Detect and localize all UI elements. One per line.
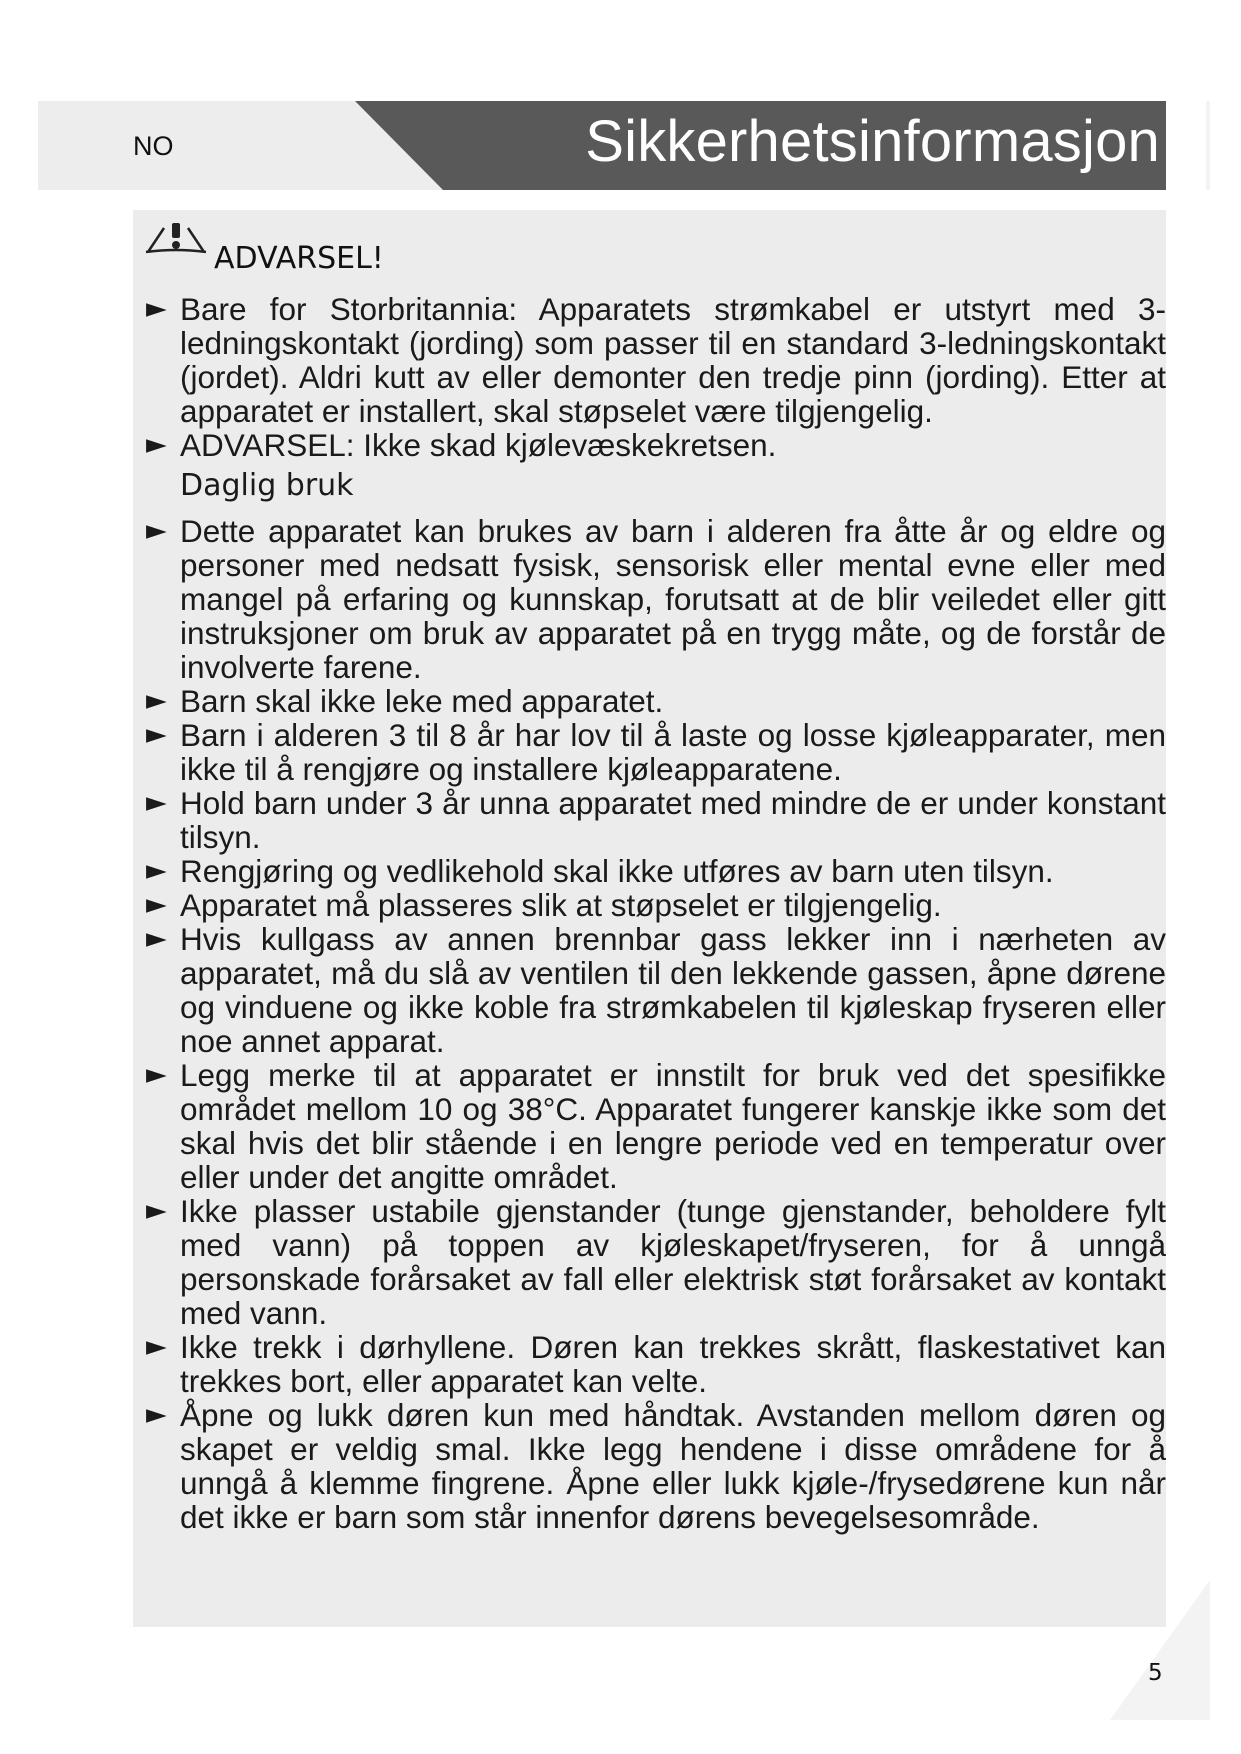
bullet-arrow-icon: ►	[146, 293, 167, 324]
list-item-text: ADVARSEL: Ikke skad kjølevæskekretsen.	[180, 427, 777, 463]
bullet-arrow-icon: ►	[146, 855, 167, 886]
list-item	[146, 1398, 1166, 1534]
header-edge-strip	[1206, 101, 1210, 190]
list-item	[146, 888, 1166, 922]
bullet-arrow-icon: ►	[146, 719, 167, 750]
bullet-arrow-icon: ►	[146, 923, 167, 954]
list-item-text: Åpne og lukk døren kun med håndtak. Avstanden mellom døren og skapet er veldig smal. Ikke legg hendene i disse områdene for å unngå å klemme fingrene. Åpne eller lukk kjøle-/frysedørene kun når det ikke er barn som står innenfor dørens bevegelsesområde.	[180, 1397, 1166, 1535]
warning-triangle-icon	[142, 218, 210, 260]
bullet-arrow-icon: ►	[146, 515, 167, 546]
warning-heading	[142, 218, 384, 276]
bullet-arrow-icon: ►	[146, 1195, 167, 1226]
bullet-arrow-icon: ►	[146, 685, 167, 716]
list-item	[146, 428, 1166, 462]
bullet-arrow-icon: ►	[146, 1331, 167, 1362]
list-item	[146, 718, 1166, 786]
list-item-text: Hold barn under 3 år unna apparatet med mindre de er under konstant tilsyn.	[180, 785, 1166, 855]
page-number: 5	[1148, 1660, 1163, 1686]
bullet-arrow-icon: ►	[146, 429, 167, 460]
daily-use-list	[146, 514, 1166, 1534]
list-item-text: Barn i alderen 3 til 8 år har lov til å laste og losse kjøleapparater, men ikke til å rengjøre og installere kjøleapparatene.	[180, 717, 1166, 787]
list-item-text: Ikke trekk i dørhyllene. Døren kan trekkes skrått, flaskestativet kan trekkes bort, eller apparatet kan velte.	[180, 1329, 1166, 1399]
list-item-text: Hvis kullgass av annen brennbar gass lekker inn i nærheten av apparatet, må du slå av ventilen til den lekkende gassen, åpne dørene og vinduene og ikke koble fra strømkabelen til kjøleskap fryseren eller noe annet apparat.	[180, 921, 1166, 1059]
list-item-text: Bare for Storbritannia: Apparatets strømkabel er utstyrt med 3-ledningskontakt (jording) som passer til en standard 3-ledningskontakt (jordet). Aldri kutt av eller demonter den tredje pinn (jording). Etter at apparatet er installert, skal støpselet være tilgjengelig.	[180, 291, 1166, 429]
list-item	[146, 854, 1166, 888]
warning-label: ADVARSEL!	[214, 241, 384, 276]
safety-content	[146, 292, 1166, 1534]
list-item	[146, 684, 1166, 718]
bullet-arrow-icon: ►	[146, 787, 167, 818]
list-item-text: Dette apparatet kan brukes av barn i alderen fra åtte år og eldre og personer med nedsatt fysisk, sensorisk eller mental evne eller med mangel på erfaring og kunnskap, forutsatt at de blir veiledet eller gitt instruksjoner om bruk av apparatet på en trygg måte, og de forstår de involverte farene.	[180, 513, 1166, 685]
list-item-text: Barn skal ikke leke med apparatet.	[180, 683, 664, 719]
list-item	[146, 1058, 1166, 1194]
list-item	[146, 922, 1166, 1058]
list-item-text: Ikke plasser ustabile gjenstander (tunge gjenstander, beholdere fylt med vann) på toppen av kjøleskapet/fryseren, for å unngå personskade forårsaket av fall eller elektrisk støt forårsaket av kontakt med vann.	[180, 1193, 1166, 1331]
warning-list	[146, 292, 1166, 462]
bullet-arrow-icon: ►	[146, 889, 167, 920]
page-title: Sikkerhetsinformasjon	[585, 109, 1160, 174]
list-item	[146, 1330, 1166, 1398]
section-subheading: Daglig bruk	[180, 468, 354, 503]
bullet-arrow-icon: ►	[146, 1399, 167, 1430]
language-code: NO	[133, 131, 174, 161]
list-item	[146, 786, 1166, 854]
bullet-arrow-icon: ►	[146, 1059, 167, 1090]
list-item-text: Rengjøring og vedlikehold skal ikke utføres av barn uten tilsyn.	[180, 853, 1054, 889]
list-item	[146, 514, 1166, 684]
list-item	[146, 1194, 1166, 1330]
list-item-text: Apparatet må plasseres slik at støpselet er tilgjengelig.	[180, 887, 942, 923]
list-item-text: Legg merke til at apparatet er innstilt for bruk ved det spesifikke området mellom 10 og 38°C. Apparatet fungerer kanskje ikke som det skal hvis det blir stående i en lengre periode ved en temperatur over eller under det angitte området.	[180, 1057, 1166, 1195]
list-item	[146, 292, 1166, 428]
